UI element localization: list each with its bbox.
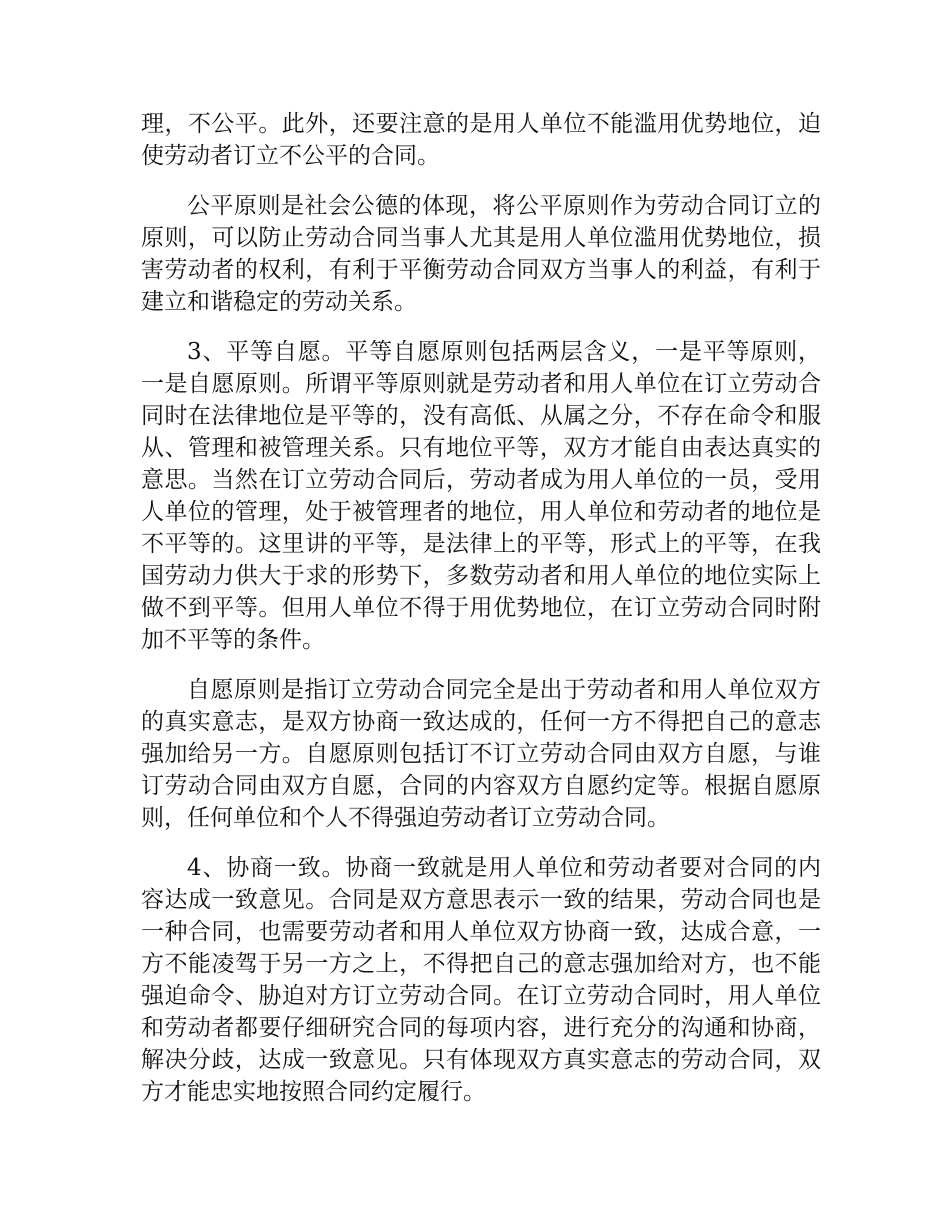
paragraph-consensus: 4、协商一致。协商一致就是用人单位和劳动者要对合同的内容达成一致意见。合同是双方意思表示一致的结果，劳动合同也是一种合同，也需要劳动者和用人单位双方协商一致，达成合意，一方不能凌驾于另一方之上，不得把自己的意志强加给对方，也不能强迫命令、胁迫对方订立劳动合同。在订立劳动合同时，用人单位和劳动者都要仔细研究合同的每项内容，进行充分的沟通和协商，解决分歧，达成一致意见。只有体现双方真实意志的劳动合同，双方才能忠实地按照合同约定履行。	[141, 855, 821, 1105]
paragraph-voluntariness-principle: 自愿原则是指订立劳动合同完全是出于劳动者和用人单位双方的真实意志，是双方协商一致达成的，任何一方不得把自己的意志强加给另一方。自愿原则包括订不订立劳动合同由双方自愿，与谁订劳动合同由双方自愿，合同的内容双方自愿约定等。根据自愿原则，任何单位和个人不得强迫劳动者订立劳动合同。	[141, 677, 821, 831]
document-body	[141, 108, 821, 1126]
paragraph-equality-voluntariness: 3、平等自愿。平等自愿原则包括两层含义，一是平等原则，一是自愿原则。所谓平等原则就是劳动者和用人单位在订立劳动合同时在法律地位是平等的，没有高低、从属之分，不存在命令和服从、管理和被管理关系。只有地位平等，双方才能自由表达真实的意思。当然在订立劳动合同后，劳动者成为用人单位的一员，受用人单位的管理，处于被管理者的地位，用人单位和劳动者的地位是不平等的。这里讲的平等，是法律上的平等，形式上的平等，在我国劳动力供大于求的形势下，多数劳动者和用人单位的地位实际上做不到平等。但用人单位不得于用优势地位，在订立劳动合同时附加不平等的条件。	[141, 339, 821, 653]
paragraph-fairness-principle: 公平原则是社会公德的体现，将公平原则作为劳动合同订立的原则，可以防止劳动合同当事人尤其是用人单位滥用优势地位，损害劳动者的权利，有利于平衡劳动合同双方当事人的利益，有利于建立和谐稳定的劳动关系。	[141, 193, 821, 315]
paragraph-continuation: 理，不公平。此外，还要注意的是用人单位不能滥用优势地位，迫使劳动者订立不公平的合同。	[141, 111, 821, 169]
